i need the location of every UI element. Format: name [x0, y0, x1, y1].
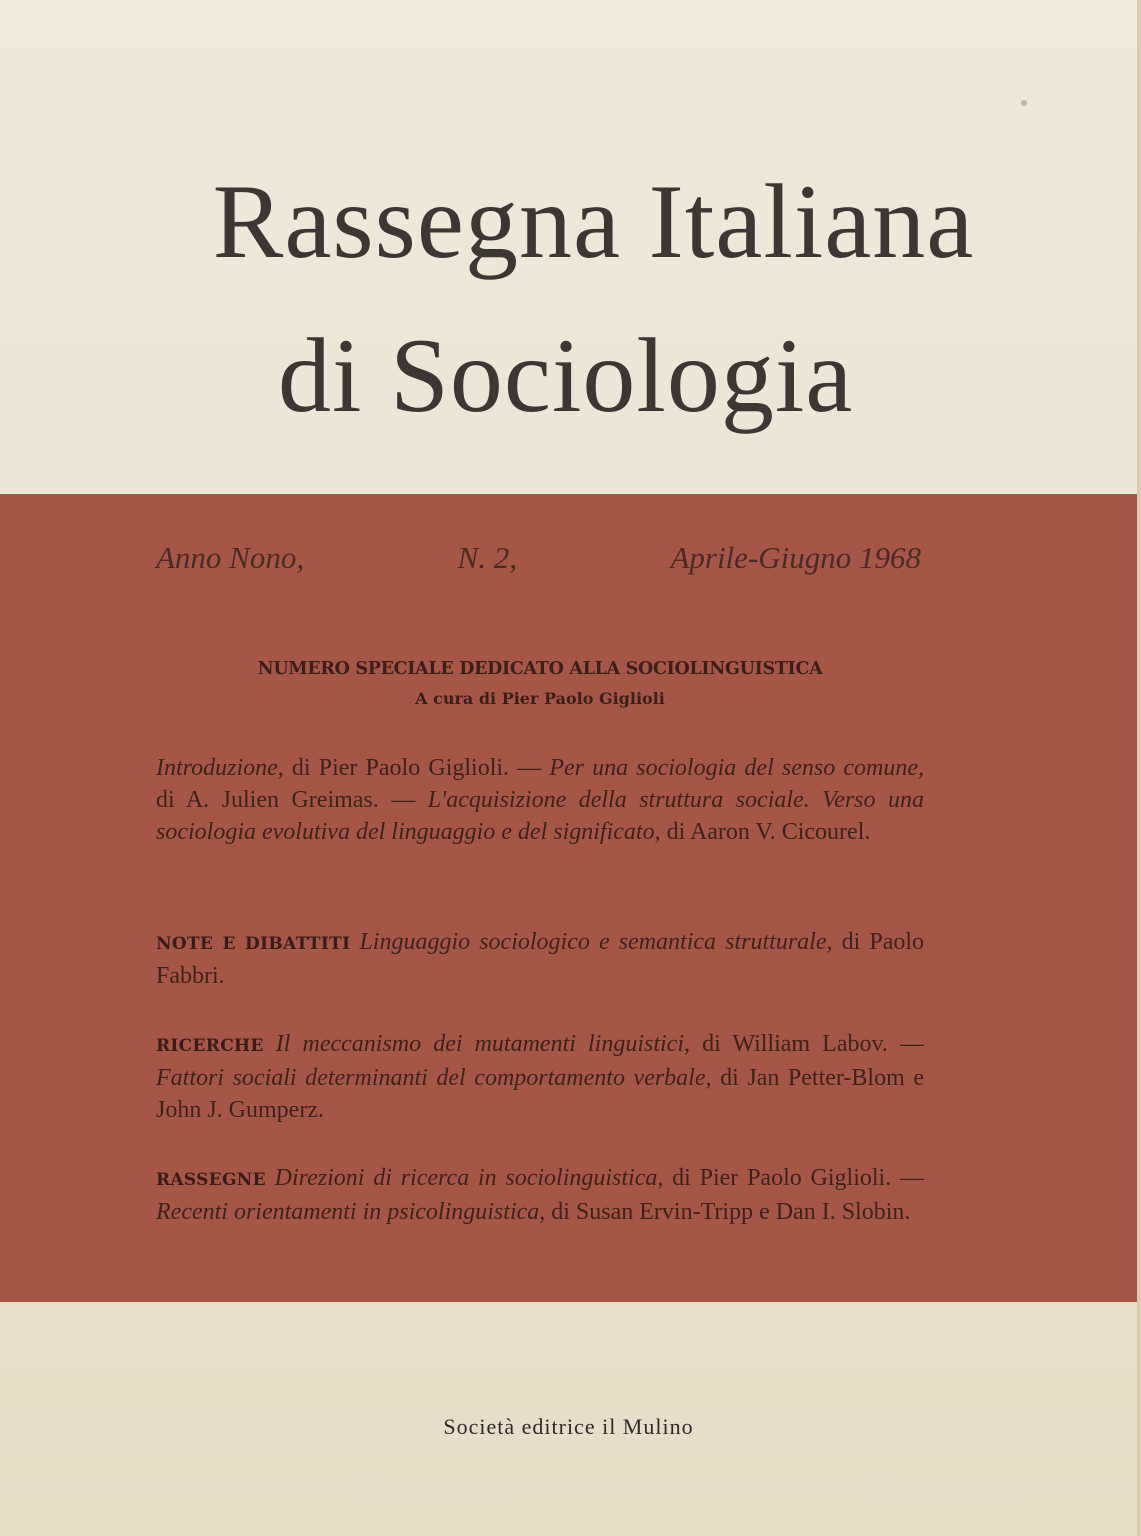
- intro-author-2: di A. Julien Greimas. —: [156, 787, 428, 813]
- publisher: Società editrice il Mulino: [443, 1414, 694, 1439]
- note-title-1: Linguaggio sociologico e semantica strutturale,: [359, 929, 833, 955]
- ricerche-author-1: di William Labov. —: [690, 1031, 925, 1057]
- contents-note: [156, 926, 924, 992]
- title-line-1: Rassegna Italiana: [212, 163, 975, 280]
- issue-period: Aprile-Giugno 1968: [670, 540, 921, 575]
- special-heading: NUMERO SPECIALE DEDICATO ALLA SOCIOLINGUISTICA: [257, 659, 823, 679]
- contents-ricerche: [156, 1028, 924, 1126]
- issue-year: Anno Nono,: [156, 540, 305, 575]
- rassegne-author-2: di Susan Ervin-Tripp e Dan I. Slobin.: [545, 1199, 911, 1225]
- rassegne-title-1: Direzioni di ricerca in sociolinguistica,: [274, 1165, 664, 1191]
- intro-author-3: di Aaron V. Cicourel.: [660, 819, 871, 845]
- special-issue-heading: [156, 654, 924, 714]
- contents-rassegne: [156, 1162, 924, 1228]
- intro-author-1: di Pier Paolo Giglioli. —: [283, 755, 550, 781]
- intro-title-3: L'acquisizione della struttura sociale. Verso una sociologia evolutiva del linguaggio e del significato,: [156, 787, 925, 845]
- issue-info: [156, 540, 921, 576]
- intro-title-2: Per una sociologia del senso comune,: [549, 755, 924, 781]
- intro-title-1: Introduzione,: [156, 755, 284, 781]
- rassegne-author-1: di Pier Paolo Giglioli. —: [663, 1165, 925, 1191]
- contents-intro: [156, 752, 924, 848]
- note-author-1: di Paolo Fabbri.: [156, 929, 925, 989]
- journal-title: [0, 145, 1137, 453]
- section-ricerche: RICERCHE: [156, 1036, 264, 1056]
- section-rassegne: RASSEGNE: [156, 1170, 266, 1190]
- ricerche-title-2: Fattori sociali determinanti del comportamento verbale,: [156, 1065, 712, 1091]
- special-editor: A cura di Pier Paolo Giglioli: [415, 689, 665, 708]
- title-line-2: di Sociologia: [278, 317, 854, 434]
- rassegne-title-2: Recenti orientamenti in psicolinguistica,: [156, 1199, 546, 1225]
- paper-stain: [1021, 100, 1027, 106]
- issue-number: N. 2,: [457, 540, 517, 575]
- ricerche-title-1: Il meccanismo dei mutamenti linguistici,: [275, 1031, 691, 1057]
- ricerche-author-2: di Jan Petter-Blom e John J. Gumperz.: [156, 1065, 925, 1123]
- section-note-e-dibattiti: NOTE E DIBATTITI: [156, 934, 351, 954]
- contents-band: [0, 494, 1137, 1302]
